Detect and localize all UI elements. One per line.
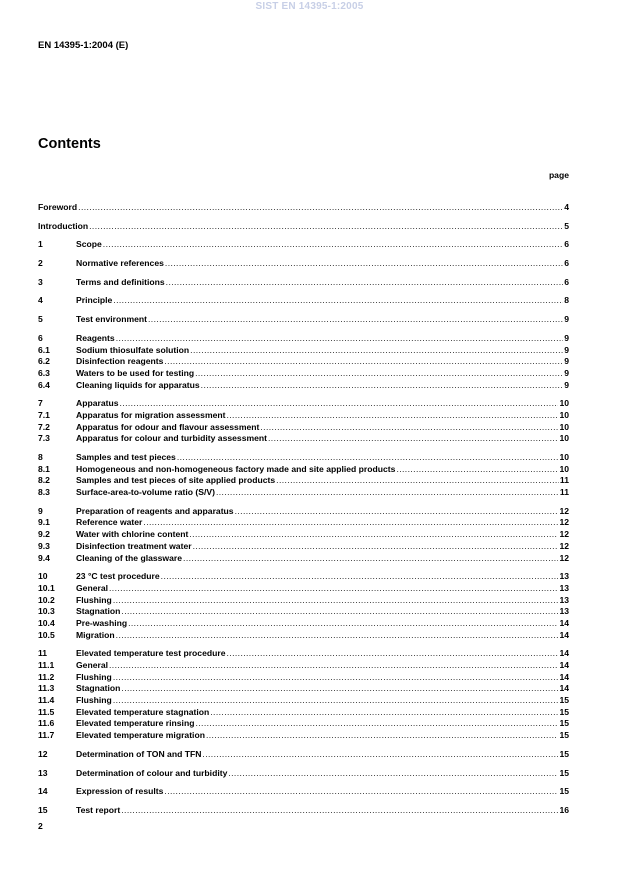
- toc-entry[interactable]: [38, 768, 569, 780]
- toc-entry[interactable]: [38, 475, 569, 487]
- toc-entry[interactable]: [38, 730, 569, 742]
- toc-entry-page: 12: [559, 505, 569, 516]
- dot-leader: [227, 648, 559, 660]
- toc-entry-page: 10: [559, 421, 569, 432]
- toc-entry-number: 8: [38, 452, 43, 462]
- toc-entry-number: 11.1: [38, 660, 55, 670]
- toc-entry-number: 2: [38, 258, 43, 269]
- toc-entry-title: Test report: [76, 804, 121, 815]
- toc-section: [38, 786, 569, 798]
- toc-entry-title: Cleaning of the glassware: [76, 552, 183, 563]
- page-column-label: page: [548, 170, 569, 180]
- toc-entry-number: 6: [38, 332, 43, 343]
- toc-entry-page: 9: [564, 356, 569, 367]
- toc-entry-title: Pre-washing: [76, 617, 128, 628]
- toc-entry-title: Apparatus: [76, 398, 119, 409]
- toc-entry-page: 14: [559, 683, 569, 694]
- toc-entry-number: 14: [38, 786, 48, 797]
- page-title: Contents: [38, 136, 101, 152]
- toc-entry-number: 12: [38, 748, 48, 759]
- toc-entry-title: Reference water: [76, 517, 143, 528]
- dot-leader: [143, 517, 558, 529]
- toc-entry-page: 10: [559, 463, 569, 474]
- toc-entry-number: 8.1: [38, 463, 50, 474]
- toc-entry-page: 10: [559, 409, 569, 420]
- toc-section: [38, 202, 569, 214]
- toc-entry-page: 14: [559, 617, 569, 628]
- toc-entry-title: Water with chlorine content: [76, 529, 189, 540]
- toc-entry-title: Elevated temperature test procedure: [76, 648, 226, 659]
- toc-entry-page: 9: [564, 314, 569, 325]
- dot-leader: [113, 695, 559, 707]
- toc-entry-number: 9.1: [38, 517, 50, 528]
- toc-entry-number: 15: [38, 804, 48, 815]
- toc-entry-page: 14: [559, 648, 569, 659]
- toc-entry-title: Apparatus for odour and flavour assessment: [76, 421, 260, 432]
- toc-entry-number: 1: [38, 239, 43, 250]
- toc-entry-number: 7.1: [38, 409, 50, 420]
- toc-section: [38, 805, 569, 817]
- dot-leader: [268, 433, 558, 445]
- dot-leader: [128, 618, 558, 630]
- toc-entry[interactable]: [38, 487, 569, 499]
- toc-entry-title: Surface-area-to-volume ratio (S/V): [76, 487, 215, 498]
- toc-section: [38, 768, 569, 780]
- dot-leader: [120, 398, 559, 410]
- toc-entry-title: Reagents: [76, 332, 115, 343]
- toc-section: [38, 506, 569, 564]
- toc-entry-page: 15: [559, 786, 569, 797]
- toc-entry-title: General: [76, 582, 109, 593]
- toc-entry[interactable]: [38, 345, 569, 357]
- toc-entry[interactable]: [38, 749, 569, 761]
- toc-section: [38, 333, 569, 391]
- dot-leader: [103, 239, 563, 251]
- toc-entry-title: Disinfection treatment water: [76, 540, 192, 551]
- toc-entry-title: Samples and test pieces: [76, 452, 176, 462]
- table-of-contents: [38, 202, 569, 824]
- toc-section: [38, 221, 569, 233]
- toc-entry[interactable]: [38, 606, 569, 618]
- toc-entry[interactable]: [38, 695, 569, 707]
- toc-entry[interactable]: [38, 422, 569, 434]
- toc-section: [38, 295, 569, 307]
- toc-entry[interactable]: [38, 583, 569, 595]
- toc-entry[interactable]: [38, 683, 569, 695]
- document-id: EN 14395-1:2004 (E): [38, 40, 129, 51]
- dot-leader: [183, 553, 558, 565]
- toc-entry-number: 9.3: [38, 540, 50, 551]
- toc-entry-number: 8.3: [38, 487, 50, 498]
- toc-entry-title: Elevated temperature migration: [76, 730, 205, 741]
- toc-entry[interactable]: [38, 356, 569, 368]
- toc-entry-number: 9.2: [38, 529, 50, 540]
- toc-entry-title: Test environment: [76, 314, 147, 325]
- toc-entry[interactable]: [38, 239, 569, 251]
- toc-entry-number: 7.3: [38, 433, 50, 444]
- toc-entry-page: 15: [559, 730, 569, 741]
- toc-entry-title: Stagnation: [76, 683, 121, 694]
- toc-entry[interactable]: [38, 541, 569, 553]
- toc-entry-number: 11.3: [38, 683, 55, 694]
- dot-leader: [177, 452, 559, 464]
- toc-entry-number: 4: [38, 295, 43, 306]
- toc-entry-number: 8.2: [38, 475, 50, 486]
- dot-leader: [113, 672, 559, 684]
- toc-entry[interactable]: [38, 660, 569, 672]
- toc-section: [38, 398, 569, 445]
- toc-entry[interactable]: [38, 805, 569, 817]
- toc-entry[interactable]: [38, 464, 569, 476]
- dot-leader: [109, 660, 558, 672]
- toc-entry-title: Apparatus for colour and turbidity assessment: [76, 433, 268, 444]
- toc-entry-page: 11: [559, 475, 569, 486]
- dot-leader: [148, 314, 563, 326]
- dot-leader: [89, 221, 563, 233]
- toc-entry-number: 7.2: [38, 421, 50, 432]
- toc-entry[interactable]: [38, 786, 569, 798]
- toc-entry-number: 10.4: [38, 617, 55, 628]
- toc-entry-page: 12: [559, 529, 569, 540]
- toc-entry-title: Homogeneous and non-homogeneous factory made and site applied products: [76, 463, 396, 474]
- toc-entry-title: Normative references: [76, 258, 164, 269]
- toc-entry[interactable]: [38, 553, 569, 565]
- toc-entry[interactable]: [38, 433, 569, 445]
- toc-entry[interactable]: [38, 221, 569, 233]
- watermark: SIST EN 14395-1:2005: [255, 1, 364, 12]
- dot-leader: [164, 356, 563, 368]
- toc-entry[interactable]: [38, 529, 569, 541]
- toc-entry-number: 11.7: [38, 730, 55, 741]
- toc-entry-title: Determination of colour and turbidity: [76, 767, 228, 778]
- toc-entry-number: 11: [38, 648, 48, 659]
- toc-entry[interactable]: [38, 595, 569, 607]
- toc-entry-page: 15: [559, 695, 569, 706]
- dot-leader: [235, 506, 559, 518]
- toc-entry-page: 16: [559, 804, 569, 815]
- toc-entry-page: 13: [559, 571, 569, 582]
- toc-section: [38, 277, 569, 289]
- toc-entry-page: 15: [559, 767, 569, 778]
- toc-entry-page: 13: [559, 606, 569, 617]
- toc-entry-title: Apparatus for migration assessment: [76, 409, 226, 420]
- dot-leader: [189, 529, 558, 541]
- toc-entry-title: Samples and test pieces of site applied products: [76, 475, 276, 486]
- toc-entry-page: 14: [559, 671, 569, 682]
- toc-entry-number: 9: [38, 505, 43, 516]
- toc-entry[interactable]: [38, 618, 569, 630]
- toc-section: [38, 648, 569, 742]
- toc-entry-title: Expression of results: [76, 786, 164, 797]
- toc-entry-title: Sodium thiosulfate solution: [76, 344, 190, 355]
- toc-entry-number: 10.2: [38, 594, 55, 605]
- toc-entry-number: 10.5: [38, 629, 55, 640]
- toc-entry-number: 6.3: [38, 367, 50, 378]
- toc-entry-title: Elevated temperature rinsing: [76, 718, 195, 729]
- toc-entry[interactable]: [38, 277, 569, 289]
- toc-entry-page: 15: [559, 718, 569, 729]
- toc-entry-page: 15: [559, 748, 569, 759]
- toc-entry[interactable]: [38, 630, 569, 642]
- toc-entry-page: 6: [564, 258, 569, 269]
- toc-entry[interactable]: [38, 452, 569, 464]
- toc-entry[interactable]: [38, 314, 569, 326]
- toc-entry[interactable]: [38, 517, 569, 529]
- dot-leader: [113, 595, 559, 607]
- dot-leader: [396, 464, 558, 476]
- dot-leader: [121, 805, 558, 817]
- toc-entry-page: 9: [564, 367, 569, 378]
- dot-leader: [121, 606, 558, 618]
- toc-entry-title: Migration: [76, 629, 115, 640]
- toc-entry-number: 13: [38, 767, 48, 778]
- toc-entry[interactable]: [38, 368, 569, 380]
- dot-leader: [216, 487, 559, 499]
- dot-leader: [166, 277, 564, 289]
- toc-section: [38, 452, 569, 499]
- toc-entry-page: 12: [559, 517, 569, 528]
- toc-entry[interactable]: [38, 672, 569, 684]
- dot-leader: [210, 707, 558, 719]
- dot-leader: [195, 718, 558, 730]
- toc-entry-title: Scope: [76, 239, 102, 250]
- toc-entry[interactable]: [38, 295, 569, 307]
- toc-entry-page: 13: [559, 582, 569, 593]
- dot-leader: [78, 202, 563, 214]
- toc-section: [38, 258, 569, 270]
- dot-leader: [201, 380, 564, 392]
- toc-entry[interactable]: [38, 506, 569, 518]
- toc-entry-number: 11.4: [38, 695, 55, 706]
- toc-entry-title: Introduction: [38, 220, 89, 231]
- toc-entry-number: 6.4: [38, 379, 50, 390]
- toc-section: [38, 314, 569, 326]
- dot-leader: [165, 258, 563, 270]
- toc-entry-number: 3: [38, 276, 43, 287]
- toc-entry[interactable]: [38, 410, 569, 422]
- toc-entry-page: 11: [559, 487, 569, 498]
- toc-entry-page: 9: [564, 344, 569, 355]
- toc-entry[interactable]: [38, 398, 569, 410]
- toc-entry-title: Flushing: [76, 671, 112, 682]
- toc-entry-page: 15: [559, 706, 569, 717]
- toc-entry-page: 10: [559, 398, 569, 409]
- toc-entry-number: 11.6: [38, 718, 55, 729]
- toc-section: [38, 571, 569, 641]
- toc-entry-title: Waters to be used for testing: [76, 367, 195, 378]
- toc-entry-page: 6: [564, 239, 569, 250]
- toc-entry-page: 13: [559, 594, 569, 605]
- toc-entry[interactable]: [38, 718, 569, 730]
- toc-entry-number: 6.2: [38, 356, 50, 367]
- toc-section: [38, 239, 569, 251]
- toc-entry-number: 7: [38, 398, 43, 409]
- toc-entry[interactable]: [38, 571, 569, 583]
- toc-entry-page: 12: [559, 552, 569, 563]
- toc-entry-title: Flushing: [76, 594, 112, 605]
- toc-entry-title: Elevated temperature stagnation: [76, 706, 210, 717]
- dot-leader: [116, 630, 559, 642]
- toc-entry-page: 14: [559, 629, 569, 640]
- toc-entry-number: 11.2: [38, 671, 55, 682]
- dot-leader: [195, 368, 563, 380]
- toc-entry-page: 14: [559, 660, 569, 670]
- toc-entry-title: Terms and definitions: [76, 276, 165, 287]
- dot-leader: [193, 541, 559, 553]
- toc-entry-title: Cleaning liquids for apparatus: [76, 379, 200, 390]
- dot-leader: [276, 475, 559, 487]
- toc-entry-title: Stagnation: [76, 606, 121, 617]
- dot-leader: [202, 749, 558, 761]
- toc-entry-page: 6: [564, 276, 569, 287]
- toc-entry[interactable]: [38, 648, 569, 660]
- toc-entry-title: 23 °C test procedure: [76, 571, 160, 582]
- dot-leader: [206, 730, 558, 742]
- toc-entry-number: 10.1: [38, 582, 55, 593]
- toc-entry-title: Disinfection reagents: [76, 356, 164, 367]
- toc-entry-title: General: [76, 660, 109, 670]
- dot-leader: [228, 768, 558, 780]
- toc-entry[interactable]: [38, 333, 569, 345]
- toc-entry-title: Preparation of reagents and apparatus: [76, 505, 234, 516]
- dot-leader: [113, 295, 563, 307]
- toc-entry-page: 9: [564, 379, 569, 390]
- toc-entry-page: 12: [559, 540, 569, 551]
- toc-entry-number: 11.5: [38, 706, 55, 717]
- toc-entry[interactable]: [38, 707, 569, 719]
- dot-leader: [190, 345, 563, 357]
- toc-section: [38, 749, 569, 761]
- toc-entry-page: 10: [559, 452, 569, 462]
- toc-entry-number: 10: [38, 571, 48, 582]
- dot-leader: [116, 333, 564, 345]
- toc-entry-page: 9: [564, 332, 569, 343]
- toc-entry-page: 4: [564, 202, 569, 212]
- toc-entry[interactable]: [38, 202, 569, 214]
- toc-entry[interactable]: [38, 258, 569, 270]
- dot-leader: [164, 786, 558, 798]
- toc-entry-page: 8: [564, 295, 569, 306]
- page-number: 2: [38, 821, 43, 831]
- toc-entry-page: 5: [564, 220, 569, 231]
- toc-entry-page: 10: [559, 433, 569, 444]
- dot-leader: [161, 571, 559, 583]
- toc-entry[interactable]: [38, 380, 569, 392]
- dot-leader: [121, 683, 558, 695]
- dot-leader: [109, 583, 558, 595]
- toc-entry-title: Flushing: [76, 695, 112, 706]
- toc-entry-title: Foreword: [38, 202, 78, 212]
- toc-entry-title: Determination of TON and TFN: [76, 748, 202, 759]
- toc-entry-title: Principle: [76, 295, 113, 306]
- toc-entry-number: 6.1: [38, 344, 50, 355]
- toc-entry-number: 9.4: [38, 552, 50, 563]
- dot-leader: [260, 422, 558, 434]
- toc-entry-number: 10.3: [38, 606, 55, 617]
- dot-leader: [226, 410, 558, 422]
- toc-entry-number: 5: [38, 314, 43, 325]
